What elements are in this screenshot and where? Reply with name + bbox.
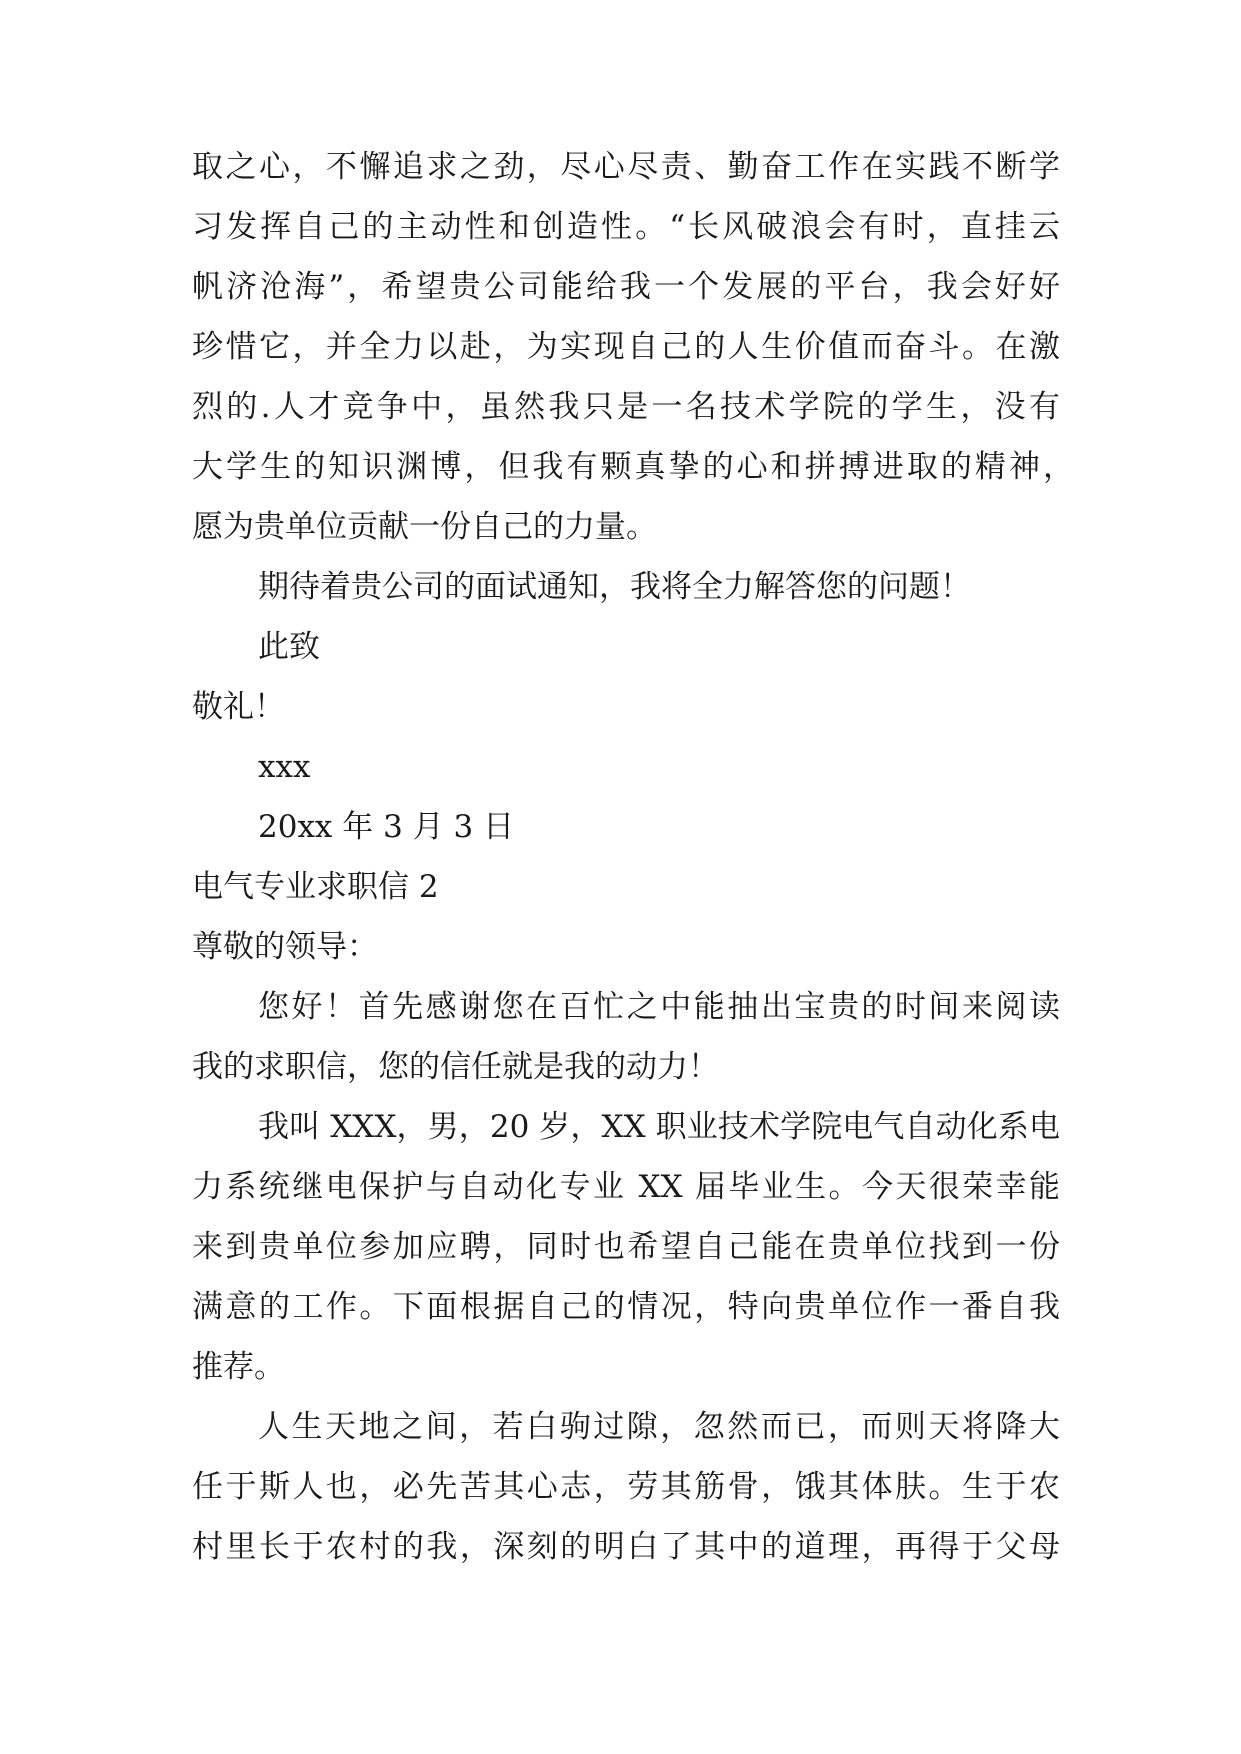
signature-date: 20xx 年 3 月 3 日 xyxy=(258,809,515,845)
text-line: 村里长于农村的我，深刻的明白了其中的道理，再得于父母 xyxy=(192,1529,1060,1565)
text-line: 满意的工作。下面根据自己的情况，特向贵单位作一番自我 xyxy=(192,1289,1060,1325)
letter-title: 电气专业求职信 2 xyxy=(192,869,439,905)
text-line: 珍惜它，并全力以赴，为实现自己的人生价值而奋斗。在激 xyxy=(192,329,1060,365)
text-line: 我叫 XXX，男，20 岁，XX 职业技术学院电气自动化系电 xyxy=(258,1109,1060,1145)
text-line: 愿为贵单位贡献一份自己的力量。 xyxy=(192,509,657,545)
text-line: 取之心，不懈追求之劲，尽心尽责、勤奋工作在实践不断学 xyxy=(192,149,1060,185)
closing-line: 此致 xyxy=(258,629,320,665)
text-line: 习发挥自己的主动性和创造性。“长风破浪会有时，直挂云 xyxy=(192,209,1060,245)
signature-name: xxx xyxy=(258,749,311,785)
text-line: 大学生的知识渊博，但我有颗真挚的心和拼搏进取的精神， xyxy=(192,449,1074,485)
text-line: 烈的.人才竞争中，虽然我只是一名技术学院的学生，没有 xyxy=(192,389,1060,425)
salutation-line: 敬礼！ xyxy=(192,689,285,725)
greeting-line: 尊敬的领导： xyxy=(192,929,378,965)
text-line: 来到贵单位参加应聘，同时也希望自己能在贵单位找到一份 xyxy=(192,1229,1060,1265)
text-line: 我的求职信，您的信任就是我的动力！ xyxy=(192,1049,719,1085)
text-line: 期待着贵公司的面试通知，我将全力解答您的问题！ xyxy=(258,569,971,605)
text-line: 人生天地之间，若白驹过隙，忽然而已，而则天将降大 xyxy=(258,1409,1060,1445)
text-line: 推荐。 xyxy=(192,1349,285,1385)
text-line: 您好！首先感谢您在百忙之中能抽出宝贵的时间来阅读 xyxy=(258,989,1060,1025)
text-line: 力系统继电保护与自动化专业 XX 届毕业生。今天很荣幸能 xyxy=(192,1169,1060,1205)
text-line: 帆济沧海”，希望贵公司能给我一个发展的平台，我会好好 xyxy=(192,269,1060,305)
text-line: 任于斯人也，必先苦其心志，劳其筋骨，饿其体肤。生于农 xyxy=(192,1469,1060,1505)
